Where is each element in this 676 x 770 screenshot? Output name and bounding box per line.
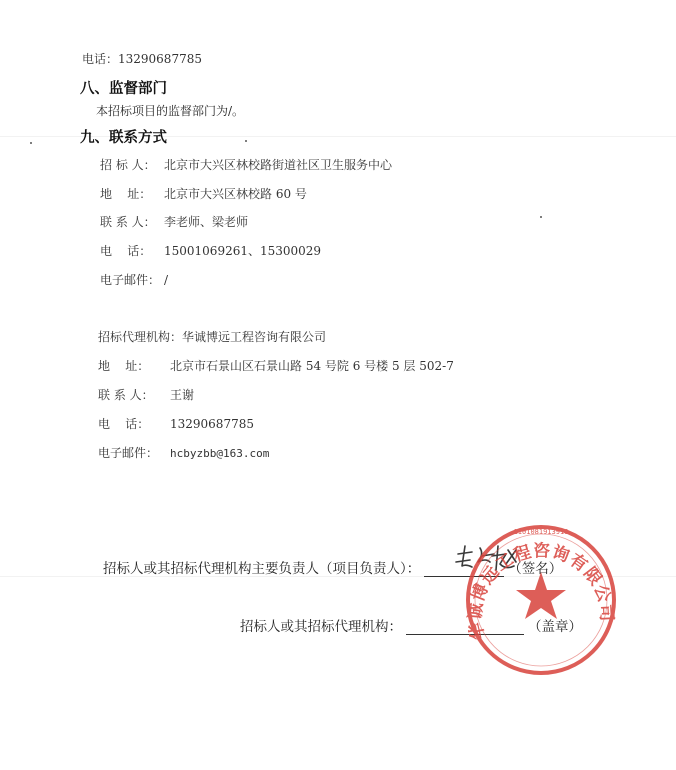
- scan-speck: [540, 216, 542, 218]
- tenderer-name-value: 北京市大兴区林校路街道社区卫生服务中心: [164, 158, 393, 172]
- tenderer-address-row: [100, 185, 307, 202]
- company-seal-stamp: [455, 520, 620, 680]
- tenderer-contact-label: 联 系 人：: [100, 215, 156, 229]
- tenderer-email-value: /: [164, 273, 169, 287]
- agent-email-value: hcbyzbb@163.com: [170, 447, 270, 460]
- section-8-heading: 八、监督部门: [80, 81, 167, 97]
- agent-address-row: [98, 357, 454, 374]
- tenderer-email-label: 电子邮件：: [100, 273, 161, 287]
- agent-phone-label: 电 话：: [98, 417, 150, 431]
- agent-address-label: 地 址：: [98, 359, 150, 373]
- agent-phone-value: 13290687785: [170, 417, 254, 431]
- seal-label: 招标人或其招标代理机构：: [240, 619, 402, 635]
- tenderer-phone-label: 电 话：: [100, 244, 152, 258]
- tenderer-contact-value: 李老师、梁老师: [164, 215, 249, 229]
- section-9-heading: 九、联系方式: [80, 130, 167, 146]
- scan-speck: [30, 142, 32, 144]
- agent-name-row: [98, 328, 326, 345]
- stamp-text: 华诚博远工程咨询有限公司: [465, 541, 617, 642]
- tenderer-name-row: [100, 156, 392, 173]
- tenderer-name-label: 招 标 人：: [100, 158, 156, 172]
- signature-suffix: （签名）: [508, 561, 563, 577]
- tenderer-phone-row: [100, 242, 321, 259]
- tenderer-phone-value: 15001069261、15300029: [164, 244, 322, 258]
- tenderer-address-label: 地 址：: [100, 187, 152, 201]
- tenderer-address-value: 北京市大兴区林校路 60 号: [164, 187, 307, 201]
- agent-email-label: 电子邮件：: [98, 446, 159, 460]
- tenderer-email-row: [100, 271, 168, 288]
- agent-contact-value: 王谢: [170, 388, 195, 402]
- agent-contact-row: [98, 386, 194, 403]
- scan-speck: [245, 140, 247, 142]
- tenderer-contact-row: [100, 213, 248, 230]
- section-8-text: 本招标项目的监督部门为/。: [96, 104, 245, 118]
- agent-email-row: [98, 444, 269, 461]
- agent-contact-label: 联 系 人：: [98, 388, 154, 402]
- agent-name-label: 招标代理机构：: [98, 330, 183, 344]
- stamp-number: 1101081913918: [513, 528, 569, 536]
- agent-name-value: 华诚博远工程咨询有限公司: [182, 330, 327, 344]
- agent-phone-top: 电话：13290687785: [82, 52, 202, 66]
- signature-label: 招标人或其招标代理机构主要负责人（项目负责人）：: [103, 561, 421, 577]
- agent-address-value: 北京市石景山区石景山路 54 号院 6 号楼 5 层 502-7: [170, 359, 454, 373]
- agent-phone-row: [98, 415, 254, 432]
- seal-suffix: （盖章）: [528, 619, 582, 635]
